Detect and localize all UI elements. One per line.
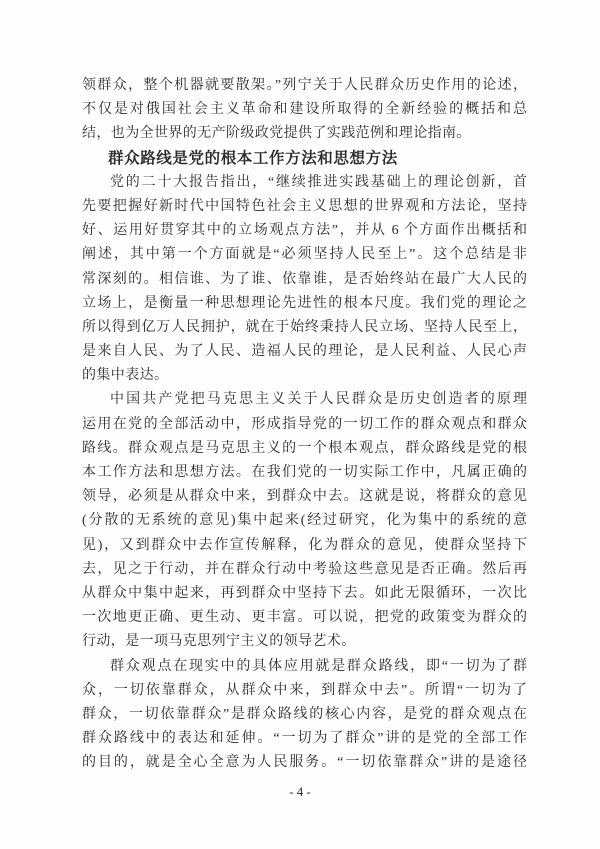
- text-line: 所以得到亿万人民拥护，就在于始终秉持人民立场、坚持人民至上，: [82, 319, 527, 335]
- text-line: 见)，又到群众中去作宣传解释，化为群众的意见，使群众坚持下: [82, 537, 527, 553]
- section-heading: 群众路线是党的根本工作方法和思想方法: [108, 149, 398, 167]
- text-line: 本工作方法和思想方法。在我们党的一切实际工作中，凡属正确的: [82, 465, 527, 480]
- text-line: 运用在党的全部活动中，形成指导党的一切工作的群众观点和群众: [82, 416, 527, 432]
- text-line: 群众路线中的表达和延伸。“一切为了群众”讲的是党的全部工作: [82, 731, 527, 747]
- text-line: 阐述，其中第一个方面就是“必须坚持人民至上”。这个总结是非: [82, 247, 527, 263]
- text-line: 群众，一切依靠群众”是群众路线的核心内容，是党的群众观点在: [82, 706, 527, 722]
- text-line: 好、运用好贯穿其中的立场观点方法”，并从 6 个方面作出概括和: [82, 223, 527, 239]
- text-line: 先要把握好新时代中国特色社会主义思想的世界观和方法论，坚持: [82, 198, 527, 214]
- text-line: 常深刻的。相信谁、为了谁、依靠谁，是否始终站在最广大人民的: [82, 271, 527, 287]
- text-line: (分散的无系统的意见)集中起来(经过研究，化为集中的系统的意: [82, 513, 527, 529]
- text-line: 领群众，整个机器就要散架。”列宁关于人民群众历史作用的论述，: [82, 78, 527, 93]
- text-line: 的目的，就是全心全意为人民服务。“一切依靠群众”讲的是途径: [82, 755, 527, 771]
- text-line: 众，一切依靠群众，从群众中来，到群众中去”。所谓“一切为了: [82, 682, 527, 698]
- text-line: 结，也为全世界的无产阶级政党提供了实践范例和理论指南。: [82, 126, 471, 142]
- page-number: - 4 -: [289, 784, 311, 799]
- text-line: 不仅是对俄国社会主义革命和建设所取得的全新经验的概括和总: [82, 102, 527, 118]
- text-line: 群众观点在现实中的具体应用就是群众路线，即“一切为了群: [110, 658, 527, 674]
- text-line: 的集中表达。: [82, 368, 169, 384]
- text-line: 领导，必须是从群众中来，到群众中去。这就是说，将群众的意见: [82, 489, 527, 505]
- text-line: 行动，是一项马克思列宁主义的领导艺术。: [82, 634, 356, 650]
- document-text-block: [82, 74, 527, 775]
- text-line: 从群众中集中起来，再到群众中坚持下去。如此无限循环，一次比: [82, 585, 527, 601]
- text-line: 一次地更正确、更生动、更丰富。可以说，把党的政策变为群众的: [82, 610, 527, 626]
- text-line: 党的二十大报告指出，“继续推进实践基础上的理论创新，首: [110, 174, 527, 190]
- text-line: 立场上，是衡量一种思想理论先进性的根本尺度。我们党的理论之: [82, 295, 527, 311]
- text-line: 路线。群众观点是马克思主义的一个根本观点，群众路线是党的根: [82, 440, 527, 456]
- text-line: 是来自人民、为了人民、造福人民的理论，是人民利益、人民心声: [82, 344, 527, 360]
- text-line: 去，见之于行动，并在群众行动中考验这些意见是否正确。然后再: [82, 561, 527, 577]
- text-line: 中国共产党把马克思主义关于人民群众是历史创造者的原理: [110, 392, 527, 408]
